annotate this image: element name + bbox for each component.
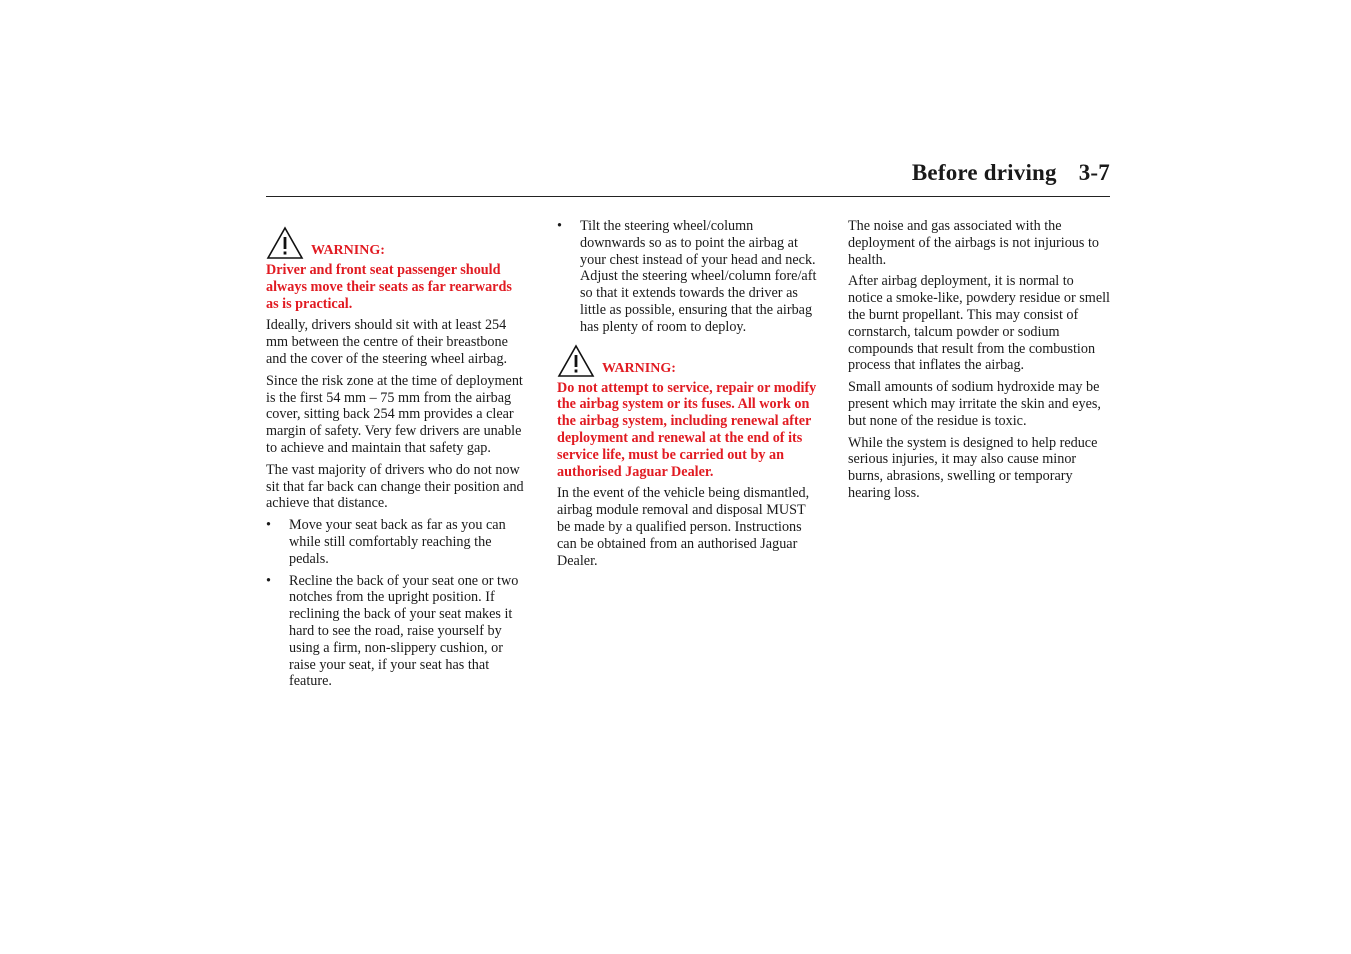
bullet-marker: • <box>266 572 271 589</box>
list-item <box>266 517 528 567</box>
warning-text: Do not attempt to service, repair or modify the airbag system or its fuses. All work on the airbag system, including renewal after deployment and renewal at the end of its service life, must be carried out by an authorised Jaguar Dealer. <box>557 379 817 480</box>
page-number: 3-7 <box>1078 160 1110 185</box>
column-1 <box>266 218 528 695</box>
warning-heading <box>266 226 528 260</box>
bullet-list <box>266 517 528 690</box>
bullet-marker: • <box>266 517 271 534</box>
warning-label: WARNING: <box>602 360 676 376</box>
page-header <box>266 158 1110 197</box>
paragraph: Small amounts of sodium hydroxide may be present which may irritate the skin and eyes, but none of the residue is toxic. <box>848 379 1101 429</box>
header-title <box>912 160 1110 186</box>
list-item-text: Recline the back of your seat one or two notches from the upright position. If reclining the back of your seat makes it hard to see the road, raise yourself by using a firm, non-slippery cushion, or raise your seat, if your seat has that feature. <box>289 572 519 690</box>
section-title: Before driving <box>911 160 1057 185</box>
paragraph: While the system is designed to help reduce serious injuries, it may also cause minor burns, abrasions, swelling or temporary hearing loss. <box>848 434 1098 501</box>
warning-heading <box>557 344 819 378</box>
paragraph: In the event of the vehicle being dismantled, airbag module removal and disposal MUST be made by a qualified person. Instructions can be obtained from an authorised Jaguar Dealer. <box>557 485 810 569</box>
list-item <box>557 218 819 336</box>
paragraph: Since the risk zone at the time of deployment is the first 54 mm – 75 mm from the airbag cover, sitting back 254 mm provides a clear margin of safety. Very few drivers are unable to achieve and maintain that safety gap. <box>266 372 523 456</box>
bullet-marker: • <box>557 218 562 234</box>
paragraph: Ideally, drivers should sit with at least 254 mm between the centre of their breastbone and the cover of the steering wheel airbag. <box>266 317 508 367</box>
bullet-list <box>557 218 819 336</box>
column-3 <box>848 218 1110 507</box>
paragraph: After airbag deployment, it is normal to notice a smoke-like, powdery residue or smell the burnt propellant. This may consist of cornstarch, talcum powder or sodium compounds that result from the combustion process that inflates the airbag. <box>848 273 1110 374</box>
paragraph: The noise and gas associated with the deployment of the airbags is not injurious to health. <box>848 218 1100 268</box>
paragraph: The vast majority of drivers who do not now sit that far back can change their position and achieve that distance. <box>266 461 524 512</box>
list-item-text: Tilt the steering wheel/column downwards so as to point the airbag at your chest instead of your head and neck. Adjust the steering wheel/column fore/aft so that it extends towards the driver as little as possible, ensuring that the airbag has plenty of room to deploy. <box>580 218 817 335</box>
warning-triangle-icon <box>266 226 304 260</box>
column-2 <box>557 218 819 574</box>
warning-triangle-icon <box>557 344 595 378</box>
list-item-text: Move your seat back as far as you can while still comfortably reaching the pedals. <box>289 517 506 567</box>
warning-label: WARNING: <box>311 243 385 258</box>
list-item <box>266 573 528 691</box>
warning-text: Driver and front seat passenger should always move their seats as far rearwards as is practical. <box>266 262 512 312</box>
